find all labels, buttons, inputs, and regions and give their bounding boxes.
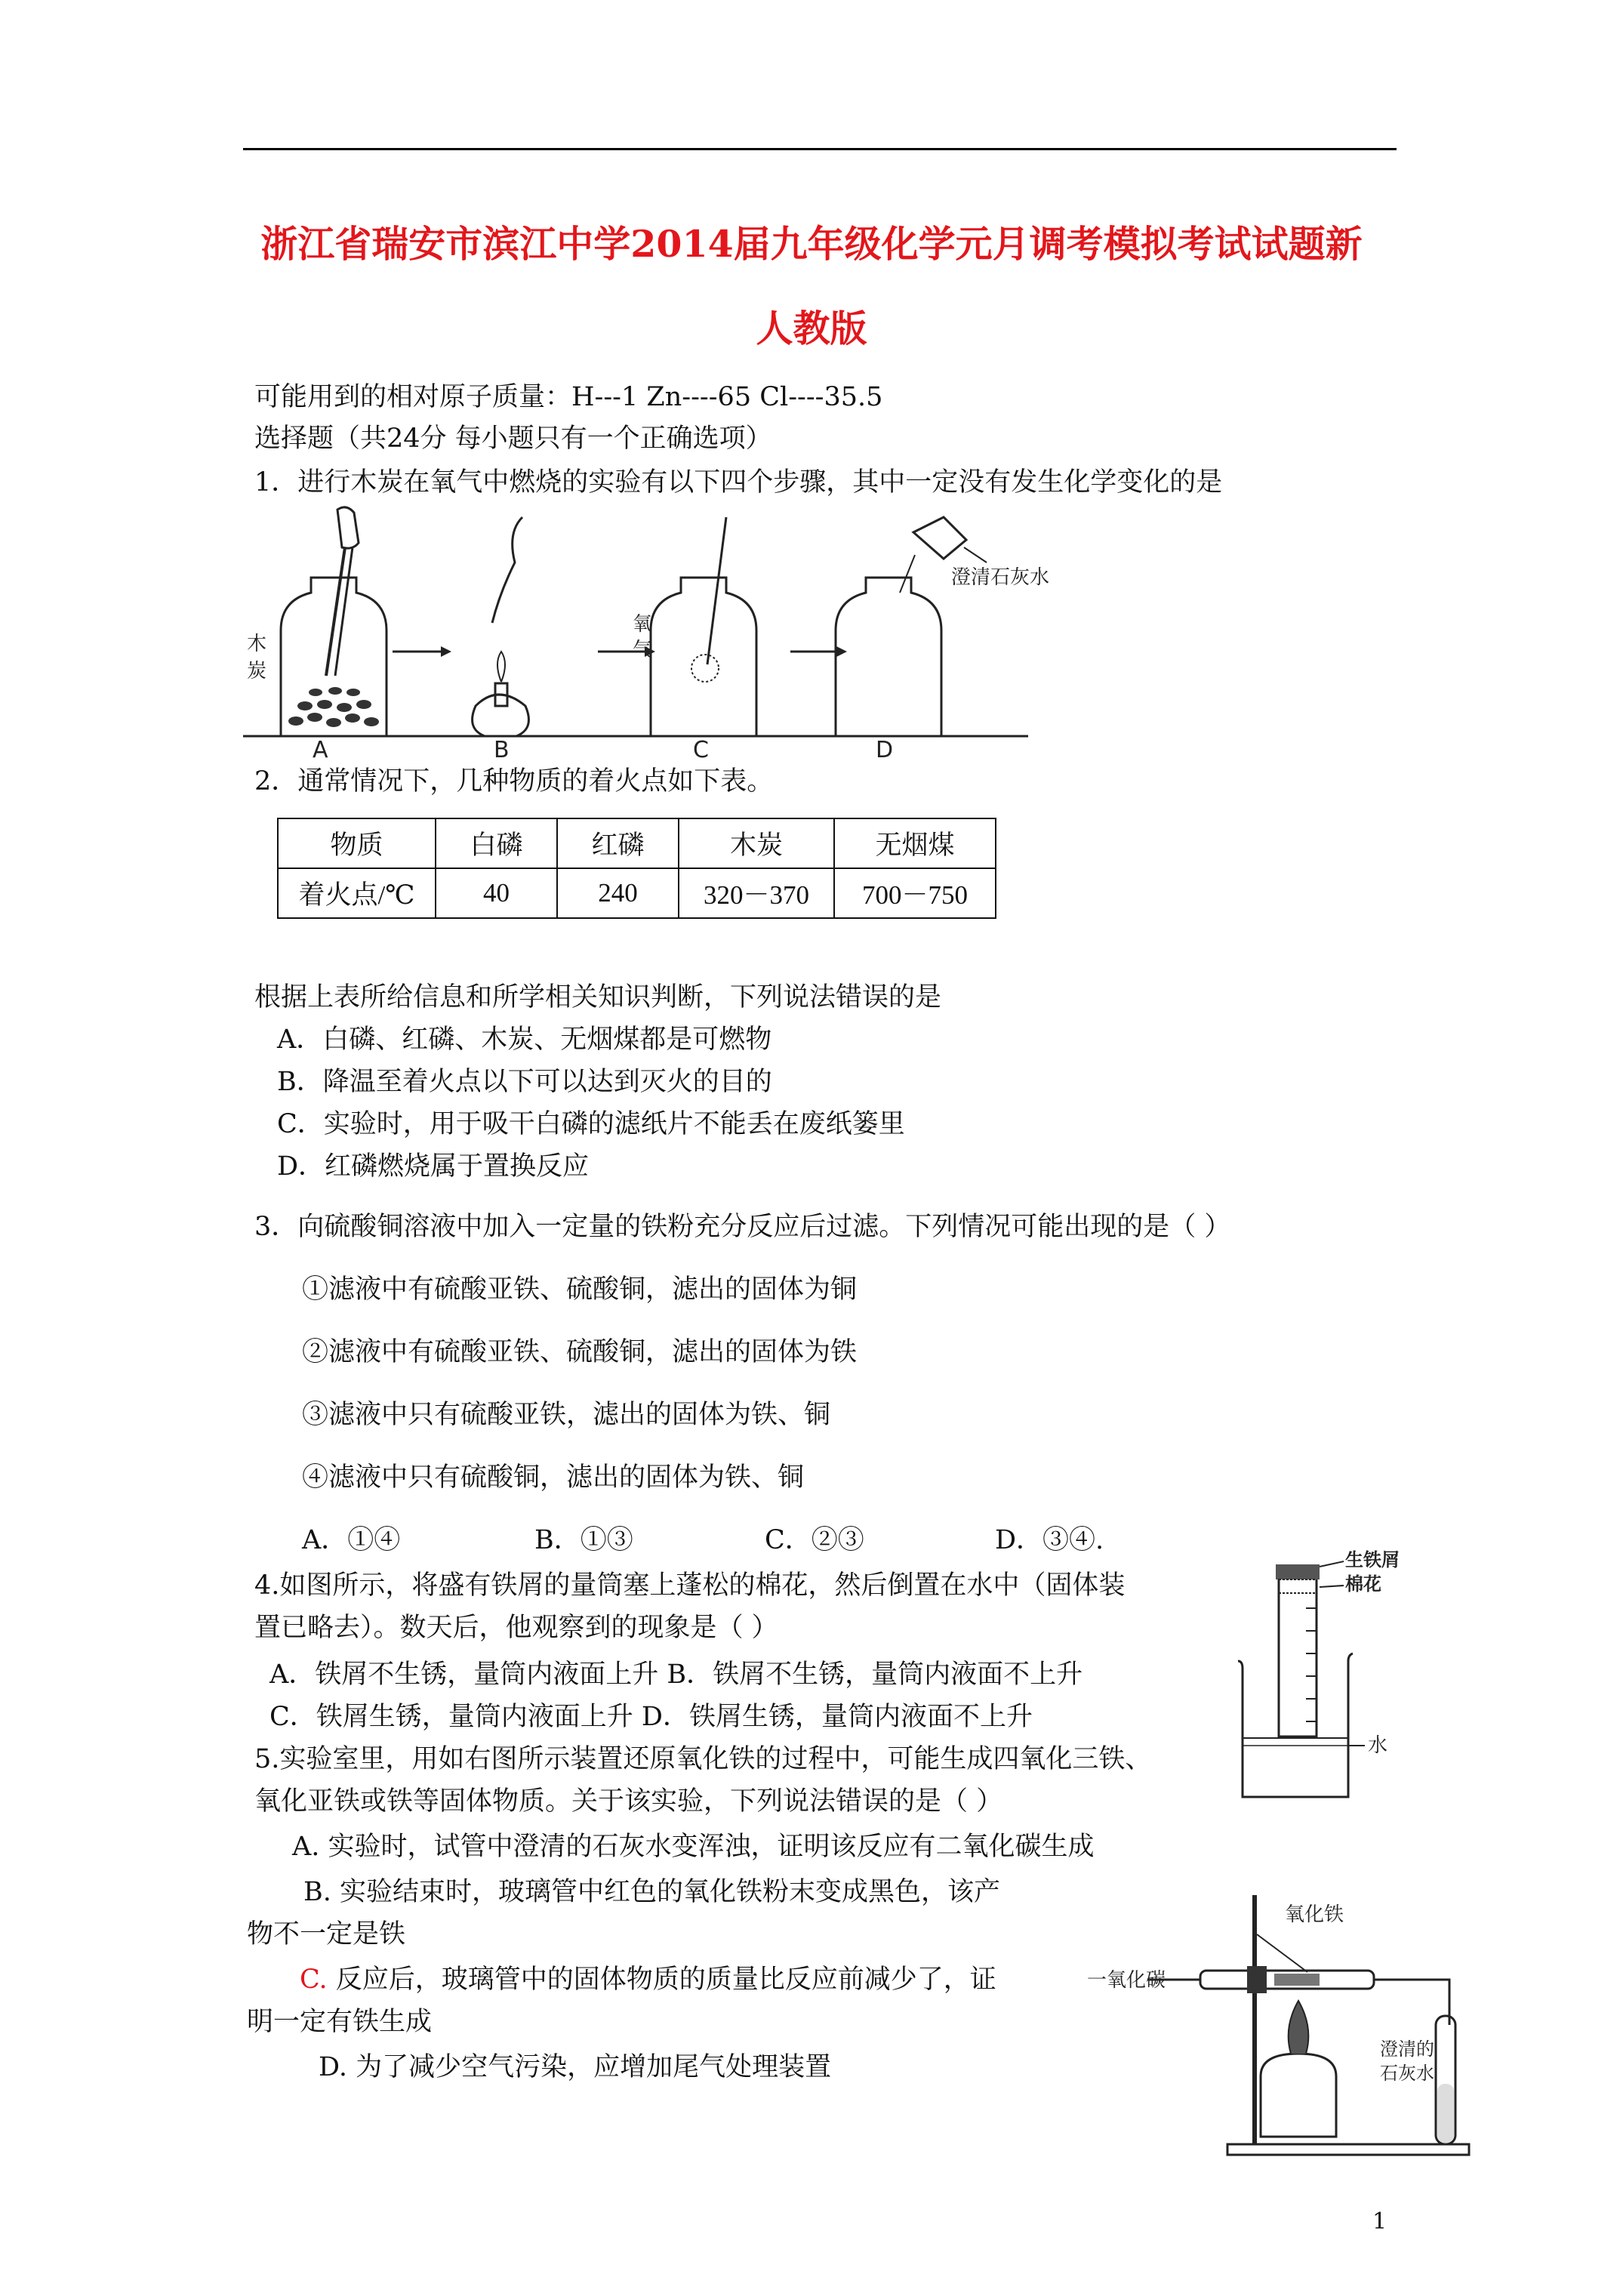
water-label: 水 (1368, 1734, 1388, 1757)
alcohol-burner (1261, 2054, 1336, 2137)
clamp (1247, 1966, 1267, 1993)
limewater-jar (836, 517, 966, 736)
q2-option-a: A．白磷、红磷、木炭、无烟煤都是可燃物 (277, 1025, 772, 1055)
charcoal-label-1: 木 (247, 633, 267, 655)
page-number: 1 (1372, 2208, 1387, 2235)
svg-text:B: B (494, 737, 510, 763)
q5-option-c-1 (300, 1959, 996, 1996)
table-cell: 240 (557, 868, 679, 918)
iron-oxide-powder (1274, 1974, 1320, 1986)
q4-stem-1: 4.如图所示，将盛有铁屑的量筒塞上蓬松的棉花，然后倒置在水中（固体装 (254, 1570, 1126, 1601)
title-line-2: 人教版 (756, 307, 867, 350)
table-cell: 无烟煤 (834, 818, 996, 868)
q1-figure (243, 502, 1050, 763)
q2-option-b: B．降温至着火点以下可以达到灭火的目的 (277, 1067, 772, 1097)
q1-stem: 1．进行木炭在氧气中燃烧的实验有以下四个步骤，其中一定没有发生化学变化的是 (254, 467, 1223, 498)
limewater-label-2: 石灰水 (1380, 2063, 1434, 2084)
q2-stem: 2．通常情况下，几种物质的着火点如下表。 (254, 766, 774, 797)
co-label: 一氧化碳 (1087, 1969, 1166, 1992)
q3-item-1: ①滤液中有硫酸亚铁、硫酸铜，滤出的固体为铜 (302, 1274, 858, 1305)
q4-options-1: A．铁屑不生锈，量筒内液面上升 B．铁屑不生锈，量筒内液面不上升 (269, 1660, 1083, 1690)
q2-option-d: D．红磷燃烧属于置换反应 (277, 1151, 590, 1182)
q5-option-b-1: B. 实验结束时，玻璃管中红色的氧化铁粉末变成黑色，该产 (303, 1877, 1000, 1907)
q3-item-4: ④滤液中只有硫酸铜，滤出的固体为铁、铜 (302, 1462, 805, 1493)
iron-filings (1276, 1564, 1320, 1579)
q3-option-a: A．①④ (302, 1525, 401, 1555)
table-cell: 700－750 (834, 868, 996, 918)
ignition-point-table (277, 818, 996, 919)
q5-option-c-text: 反应后，玻璃管中的固体物质的质量比反应前减少了，证 (327, 1965, 996, 1995)
q4-stem-2: 置已略去）。数天后，他观察到的现象是（ ） (254, 1613, 778, 1643)
q5-option-b-2: 物不一定是铁 (247, 1919, 406, 1949)
svg-text:D: D (876, 737, 894, 763)
q3-item-3: ③滤液中只有硫酸亚铁，滤出的固体为铁、铜 (302, 1400, 831, 1430)
table-cell: 物质 (278, 818, 436, 868)
table-cell: 40 (436, 868, 557, 918)
q3-option-b: B．①③ (534, 1525, 633, 1555)
table-header-row (278, 818, 996, 868)
svg-text:澄清石灰水: 澄清石灰水 (951, 566, 1050, 589)
table-cell: 白磷 (436, 818, 557, 868)
charcoal-label-2: 炭 (247, 660, 267, 683)
q5-option-a: A. 实验时，试管中澄清的石灰水变浑浊，证明该反应有二氧化碳生成 (292, 1832, 1095, 1862)
q3-option-c: C．②③ (765, 1525, 864, 1555)
cotton (1279, 1579, 1317, 1593)
q4-options-2: C．铁屑生锈，量筒内液面上升 D．铁屑生锈，量筒内液面不上升 (269, 1702, 1033, 1732)
q5-figure (1087, 1888, 1457, 2174)
q3-option-d: D．③④. (995, 1525, 1104, 1555)
q5-option-c-letter: C. (300, 1965, 328, 1995)
q2-question: 根据上表所给信息和所学相关知识判断，下列说法错误的是 (254, 982, 942, 1012)
table-cell: 红磷 (557, 818, 679, 868)
charcoal-jar (281, 578, 387, 736)
q5-stem-2: 氧化亚铁或铁等固体物质。关于该实验，下列说法错误的是（ ） (254, 1786, 1003, 1817)
title-line-1: 浙江省瑞安市滨江中学2014届九年级化学元月调考模拟考试试题新 (260, 222, 1363, 266)
alcohol-lamp (473, 652, 529, 736)
table-cell: 着火点/℃ (278, 868, 436, 918)
limewater-label-1: 澄清的 (1380, 2039, 1434, 2060)
q5-option-d: D. 为了减少空气污染，应增加尾气处理装置 (319, 2052, 832, 2082)
svg-text:A: A (313, 737, 328, 763)
q5-option-c-2: 明一定有铁生成 (247, 2007, 433, 2037)
beaker (1238, 1653, 1353, 1797)
section-heading: 选择题（共24分 每小题只有一个正确选项） (254, 424, 772, 454)
q5-stem-1: 5.实验室里，用如右图所示装置还原氧化铁的过程中，可能生成四氧化三铁、 (254, 1744, 1152, 1774)
header-rule (243, 148, 1397, 150)
q3-stem: 3．向硫酸铜溶液中加入一定量的铁粉充分反应后过滤。下列情况可能出现的是（ ） (254, 1212, 1231, 1242)
cotton-label: 棉花 (1345, 1573, 1381, 1595)
svg-text:C: C (693, 737, 709, 763)
stand-base (1227, 2144, 1469, 2155)
hand-icon (337, 507, 359, 548)
iron-oxide-label: 氧化铁 (1285, 1903, 1344, 1926)
q4-figure (1230, 1548, 1412, 1804)
measuring-cylinder (1279, 1578, 1317, 1737)
table-cell: 木炭 (679, 818, 834, 868)
table-cell: 320－370 (679, 868, 834, 918)
q3-item-2: ②滤液中有硫酸亚铁、硫酸铜，滤出的固体为铁 (302, 1337, 858, 1367)
svg-text:气: 气 (633, 639, 653, 661)
atomic-mass-line: 可能用到的相对原子质量：H---1 Zn----65 Cl----35.5 (254, 382, 883, 412)
q2-option-c: C．实验时，用于吸干白磷的滤纸片不能丢在废纸篓里 (277, 1109, 905, 1139)
oxygen-jar (651, 578, 756, 736)
flame (1289, 2001, 1309, 2054)
table-row (278, 868, 996, 918)
svg-text:氧: 氧 (633, 613, 653, 636)
iron-filings-label: 生铁屑 (1345, 1549, 1400, 1570)
